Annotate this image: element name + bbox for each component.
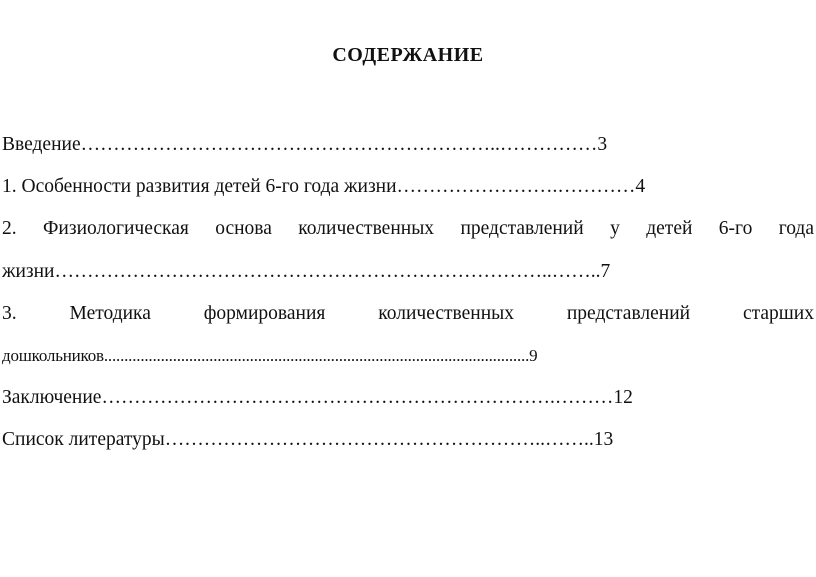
toc-entry-chapter-3-line-1: 3. Методика формирования количественных представлений старших xyxy=(2,302,814,324)
toc-entry-chapter-2-line-2 xyxy=(2,251,814,293)
toc-entry-chapter-3-line-2 xyxy=(2,335,814,377)
toc-entry-text: Введение………………………………………………………..……………3 xyxy=(2,134,608,155)
toc-entry-chapter-1 xyxy=(2,166,814,208)
toc-entry-text: жизни…………………………………………………………………..……..7 xyxy=(2,260,611,282)
toc-entry-references xyxy=(2,419,814,461)
toc-entry-text: 1. Особенности развития детей 6-го года жизни…………………….…………4 xyxy=(2,176,646,198)
toc-entry-text: Список литературы…………………………………………………..……..13 xyxy=(2,429,614,451)
toc-entry-introduction xyxy=(2,124,814,166)
toc-entry-chapter-2-line-1: 2. Физиологическая основа количественных представлений у детей 6-го года xyxy=(2,218,814,240)
toc-entry-text: дошкольников.........................................................................................................9 xyxy=(2,346,538,366)
page-title: СОДЕРЖАНИЕ xyxy=(332,44,484,66)
toc-entry-text: Заключение…………………………………………………………….………12 xyxy=(2,387,633,409)
table-of-contents xyxy=(2,124,814,462)
toc-entry-conclusion xyxy=(2,377,814,419)
